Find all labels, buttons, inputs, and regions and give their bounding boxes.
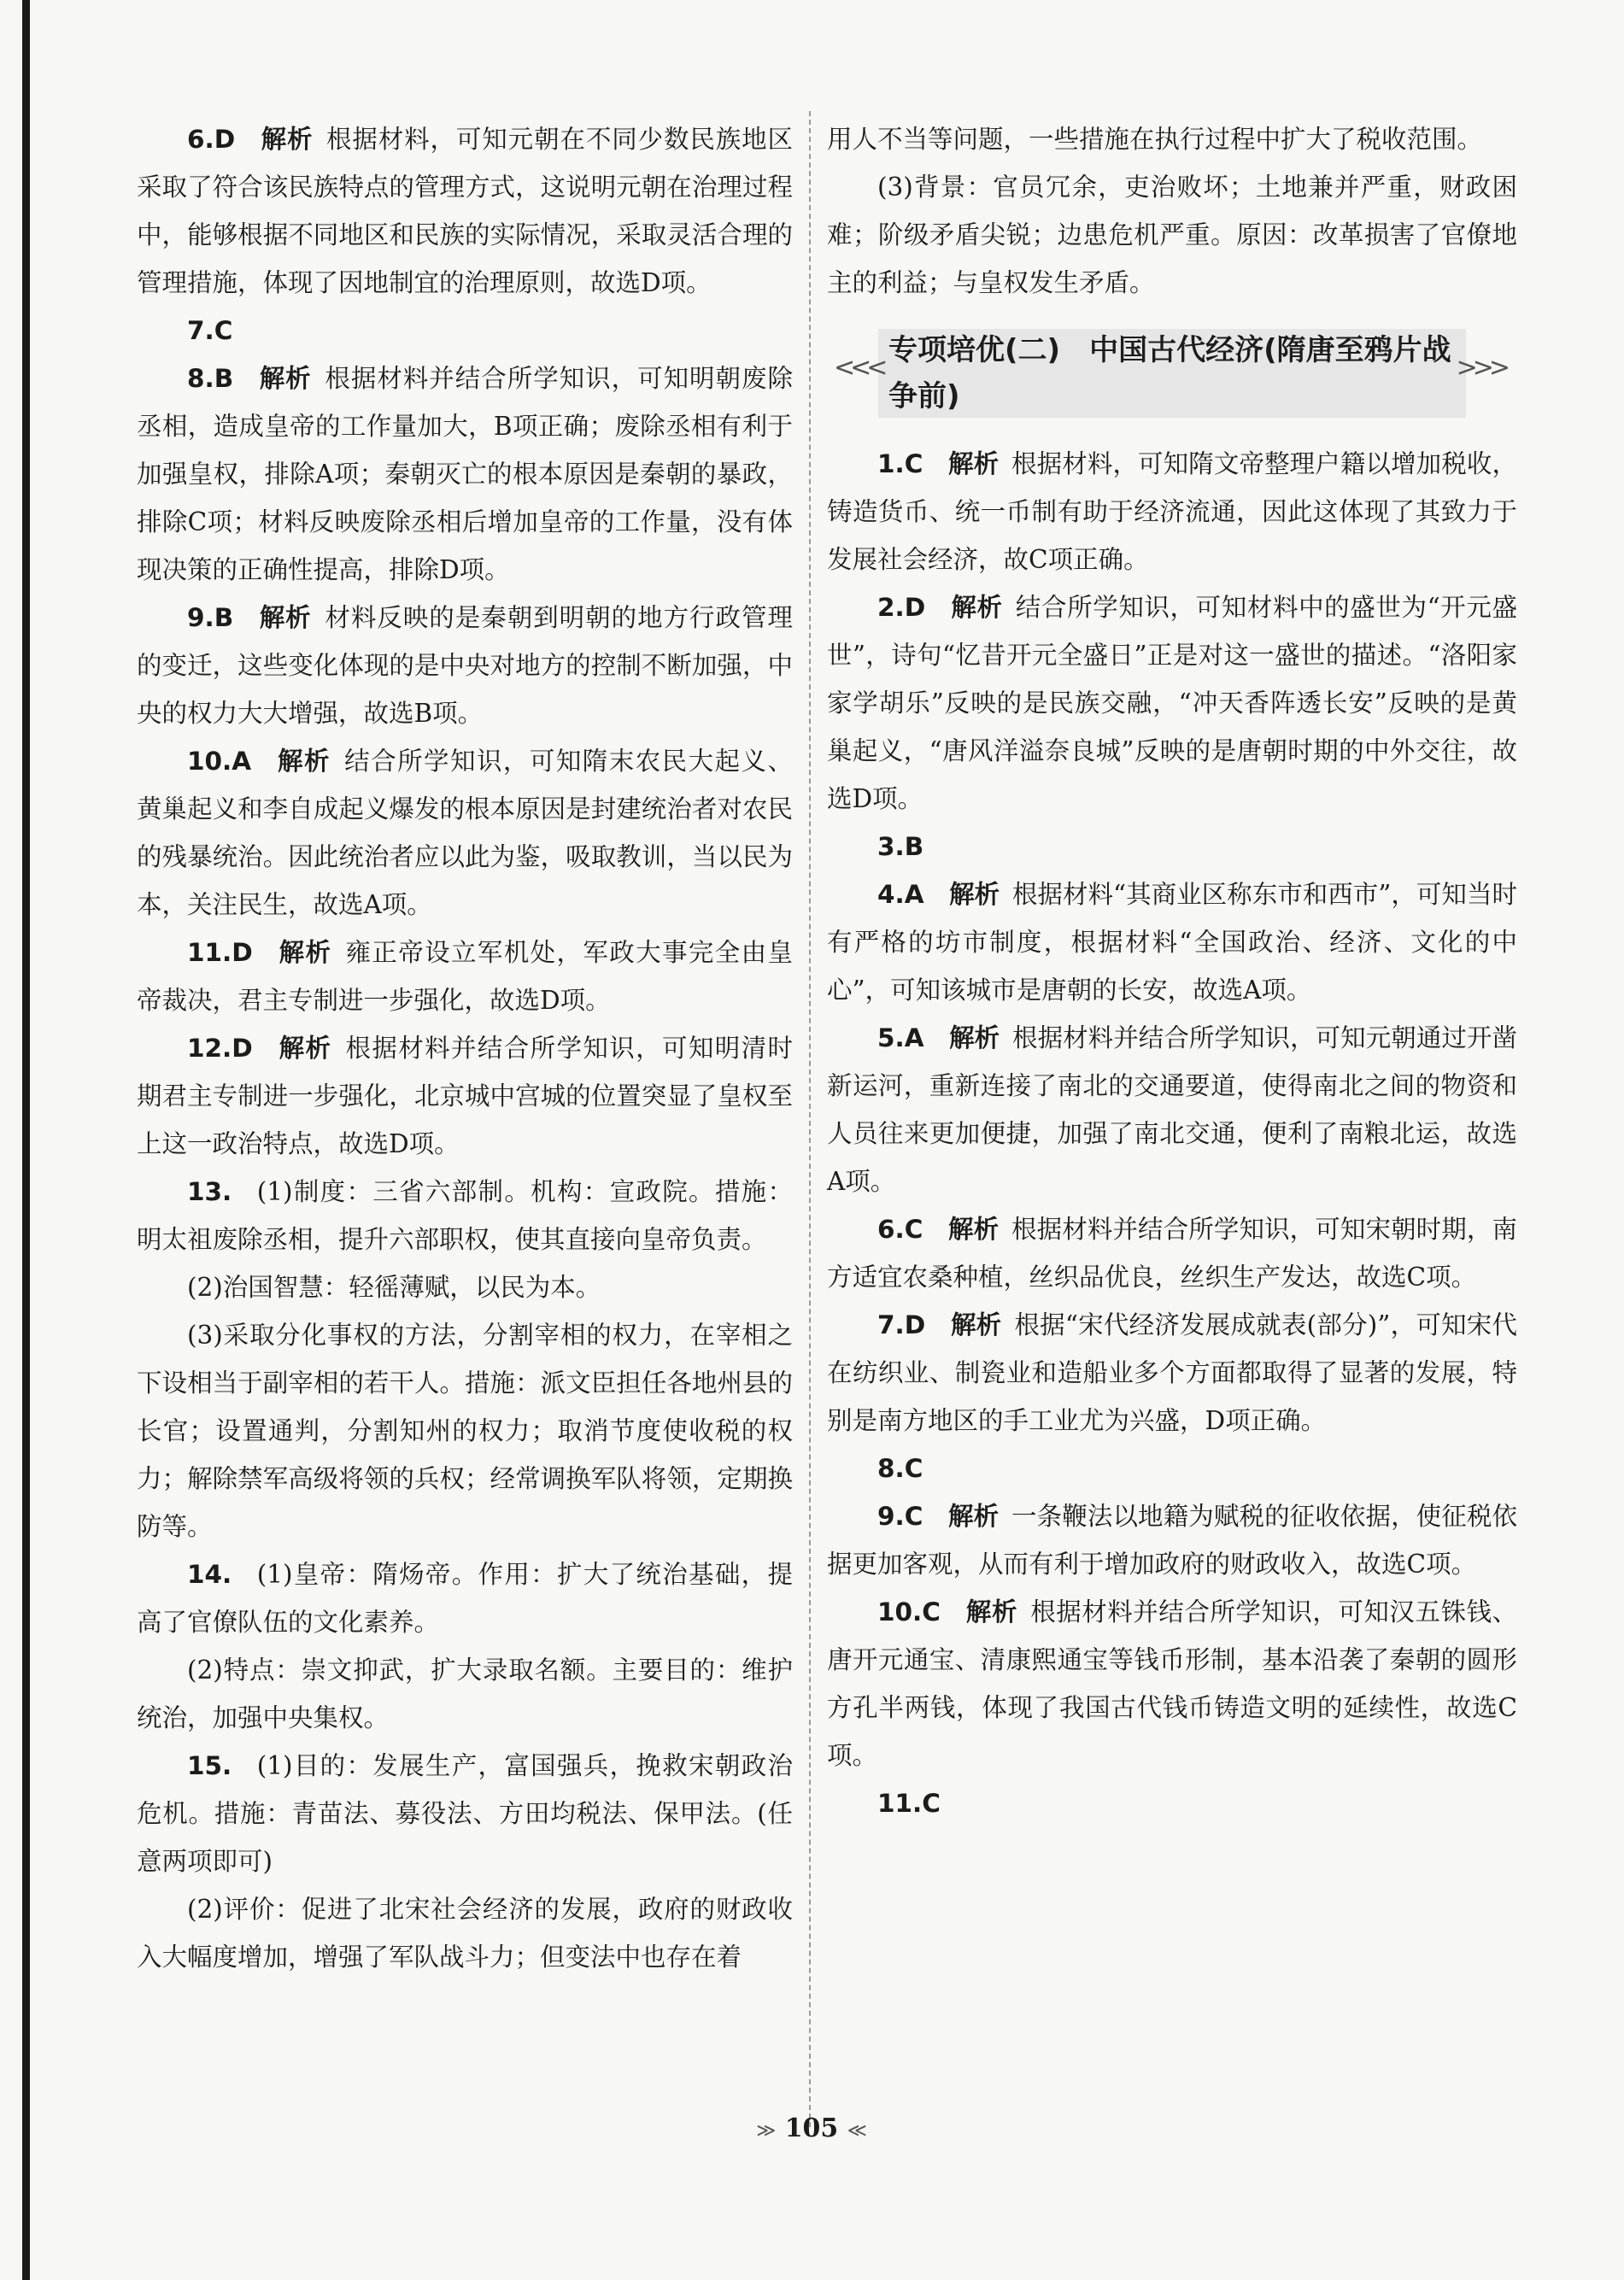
answer-number: 6.D	[187, 125, 236, 154]
right-column	[827, 115, 1517, 1827]
answer-paragraph	[827, 163, 1517, 307]
answer-number: 14.	[187, 1560, 232, 1589]
answer-paragraph	[137, 929, 793, 1024]
answer-paragraph	[827, 1205, 1517, 1301]
answer-text: 根据材料，可知元朝在不同少数民族地区采取了符合该民族特点的管理方式，这说明元朝在治理过程中，能够根据不同地区和民族的实际情况，采取灵活合理的管理措施，体现了因地制宜的治理原则，故选D项。	[137, 125, 793, 297]
column-divider	[809, 111, 811, 2127]
answer-paragraph	[827, 440, 1517, 583]
answer-text: 根据材料并结合所学知识，可知宋朝时期，南方适宜农桑种植，丝织品优良，丝织生产发达，故选C项。	[827, 1215, 1517, 1292]
answer-paragraph	[137, 1311, 793, 1550]
answer-paragraph	[827, 583, 1517, 823]
answer-number: 10.C	[877, 1597, 941, 1626]
answer-text: (2)评价：促进了北宋社会经济的发展，政府的财政收入大幅度增加，增强了军队战斗力；但变法中也存在着	[137, 1895, 793, 1972]
answer-paragraph	[827, 870, 1517, 1014]
answer-number: 9.C	[877, 1502, 923, 1531]
page-number	[752, 2113, 871, 2143]
answer-text: 根据材料并结合所学知识，可知明朝废除丞相，造成皇帝的工作量加大，B项正确；废除丞相有利于加强皇权，排除A项；秦朝灭亡的根本原因是秦朝的暴政，排除C项；材料反映废除丞相后增加皇帝的工作量，没有体现决策的正确性提高，排除D项。	[137, 364, 793, 584]
answer-number: 11.D	[187, 938, 253, 967]
answer-paragraph	[827, 823, 1517, 870]
analysis-keyword: 解析	[947, 449, 1000, 478]
answer-paragraph	[137, 355, 793, 594]
answer-paragraph	[137, 115, 793, 307]
answer-number: 3.B	[877, 832, 924, 861]
answer-text: 用人不当等问题，一些措施在执行过程中扩大了税收范围。	[827, 125, 1483, 154]
answer-text: (2)特点：崇文抑武，扩大录取名额。主要目的：维护统治，加强中央集权。	[137, 1656, 793, 1732]
analysis-keyword: 解析	[278, 938, 332, 967]
answer-paragraph	[137, 1742, 793, 1885]
answer-paragraph	[827, 1301, 1517, 1445]
answer-paragraph	[137, 307, 793, 355]
answer-paragraph	[137, 1024, 793, 1168]
answer-paragraph	[137, 1646, 793, 1742]
answer-number: 8.B	[187, 364, 234, 393]
answer-text: (3)采取分化事权的方法，分割宰相的权力，在宰相之下设相当于副宰相的若干人。措施：派文臣担任各地州县的长官；设置通判，分割知州的权力；取消节度使收税的权力；解除禁军高级将领的兵权；经常调换军队将领，定期换防等。	[137, 1321, 793, 1541]
page-number-value: 105	[784, 2113, 839, 2143]
answer-text: (3)背景：官员冗余，吏治败坏；土地兼并严重，财政困难；阶级矛盾尖锐；边患危机严重。原因：改革损害了官僚地主的利益；与皇权发生矛盾。	[827, 173, 1517, 297]
answer-text: 结合所学知识，可知材料中的盛世为“开元盛世”，诗句“忆昔开元全盛日”正是对这一盛世的描述。“洛阳家家学胡乐”反映的是民族交融，“冲天香阵透长安”反映的是黄巢起义，“唐风洋溢奈良城”反映的是唐朝时期的中外交往，故选D项。	[827, 593, 1517, 813]
answer-number: 7.D	[877, 1310, 926, 1339]
analysis-keyword: 解析	[949, 1023, 1000, 1052]
answer-number: 4.A	[877, 880, 924, 909]
answer-number: 2.D	[877, 593, 926, 622]
answer-paragraph	[827, 1588, 1517, 1779]
answer-paragraph	[827, 115, 1517, 163]
analysis-keyword: 解析	[258, 603, 312, 632]
answer-text: (1)制度：三省六部制。机构：宣政院。措施：明太祖废除丞相，提升六部职权，使其直接向皇帝负责。	[137, 1177, 793, 1254]
analysis-keyword: 解析	[950, 593, 1003, 622]
analysis-keyword: 解析	[278, 1034, 332, 1063]
answer-text: 根据材料并结合所学知识，可知汉五铢钱、唐开元通宝、清康熙通宝等钱币形制，基本沿袭了秦朝的圆形方孔半两钱，体现了我国古代钱币铸造文明的延续性，故选C项。	[827, 1597, 1517, 1770]
answer-number: 13.	[187, 1177, 232, 1206]
answer-text: 一条鞭法以地籍为赋税的征收依据，使征税依据更加客观，从而有利于增加政府的财政收入，故选C项。	[827, 1502, 1517, 1579]
answer-number: 9.B	[187, 603, 234, 632]
answer-number: 15.	[187, 1751, 232, 1780]
answer-text: 根据材料“其商业区称东市和西市”，可知当时有严格的坊市制度，根据材料“全国政治、经济、文化的中心”，可知该城市是唐朝的长安，故选A项。	[827, 880, 1517, 1005]
answer-number: 8.C	[877, 1454, 923, 1483]
answer-paragraph	[827, 1492, 1517, 1588]
analysis-keyword: 解析	[949, 880, 1000, 909]
answer-number: 10.A	[187, 747, 252, 776]
answer-text: (2)治国智慧：轻徭薄赋，以民为本。	[187, 1273, 601, 1302]
answer-text: 结合所学知识，可知隋末农民大起义、黄巢起义和李自成起义爆发的根本原因是封建统治者对农民的残暴统治。因此统治者应以此为鉴，吸取教训，当以民为本，关注民生，故选A项。	[137, 747, 793, 919]
answer-paragraph	[827, 1445, 1517, 1492]
analysis-keyword: 解析	[965, 1597, 1017, 1626]
analysis-keyword: 解析	[947, 1502, 1000, 1531]
answer-text: (1)目的：发展生产，富国强兵，挽救宋朝政治危机。措施：青苗法、募役法、方田均税法、保甲法。(任意两项即可)	[137, 1751, 793, 1876]
answer-number: 7.C	[187, 316, 233, 345]
analysis-keyword: 解析	[947, 1215, 1000, 1244]
answer-paragraph	[137, 737, 793, 929]
left-column	[137, 115, 793, 1981]
page-spine-bar	[22, 0, 30, 2280]
answer-text: (1)皇帝：隋炀帝。作用：扩大了统治基础，提高了官僚队伍的文化素养。	[137, 1560, 793, 1637]
answer-text: 根据材料，可知隋文帝整理户籍以增加税收，铸造货币、统一币制有助于经济流通，因此这体现了其致力于发展社会经济，故C项正确。	[827, 449, 1517, 574]
answer-paragraph	[137, 1885, 793, 1981]
answer-paragraph	[827, 1014, 1517, 1205]
analysis-keyword: 解析	[276, 747, 331, 776]
analysis-keyword: 解析	[950, 1310, 1002, 1339]
right-chevrons-icon: >>>	[1456, 353, 1505, 383]
section-title: 专项培优(二) 中国古代经济(隋唐至鸦片战争前)	[888, 333, 1451, 413]
section-header	[827, 329, 1517, 418]
answer-paragraph	[137, 1168, 793, 1263]
analysis-keyword: 解析	[258, 364, 312, 393]
answer-text: 根据“宋代经济发展成就表(部分)”，可知宋代在纺织业、制瓷业和造船业多个方面都取得了显著的发展，特别是南方地区的手工业尤为兴盛，D项正确。	[827, 1310, 1517, 1435]
right-column-bottom	[827, 440, 1517, 1827]
answer-text: 根据材料并结合所学知识，可知明清时期君主专制进一步强化，北京城中宫城的位置突显了皇权至上这一政治特点，故选D项。	[137, 1034, 793, 1158]
answer-number: 12.D	[187, 1034, 253, 1063]
answer-text: 材料反映的是秦朝到明朝的地方行政管理的变迁，这些变化体现的是中央对地方的控制不断加强，中央的权力大大增强，故选B项。	[137, 603, 793, 728]
analysis-keyword: 解析	[260, 125, 314, 154]
chevron-left-icon: ≪	[847, 2120, 867, 2142]
answer-paragraph	[137, 1263, 793, 1311]
chevron-right-icon: ≫	[756, 2120, 777, 2142]
answer-text: 雍正帝设立军机处，军政大事完全由皇帝裁决，君主专制进一步强化，故选D项。	[137, 938, 793, 1015]
answer-number: 5.A	[877, 1023, 924, 1052]
answer-paragraph	[827, 1779, 1517, 1827]
answer-number: 6.C	[877, 1215, 923, 1244]
answer-number: 1.C	[877, 449, 923, 478]
answer-paragraph	[137, 1550, 793, 1646]
answer-text: 根据材料并结合所学知识，可知元朝通过开凿新运河，重新连接了南北的交通要道，使得南北之间的物资和人员往来更加便捷，加强了南北交通，便利了南粮北运，故选A项。	[827, 1023, 1517, 1196]
right-column-top	[827, 115, 1517, 307]
answer-number: 11.C	[877, 1789, 941, 1818]
left-chevrons-icon: <<<	[834, 353, 883, 383]
answer-paragraph	[137, 594, 793, 737]
